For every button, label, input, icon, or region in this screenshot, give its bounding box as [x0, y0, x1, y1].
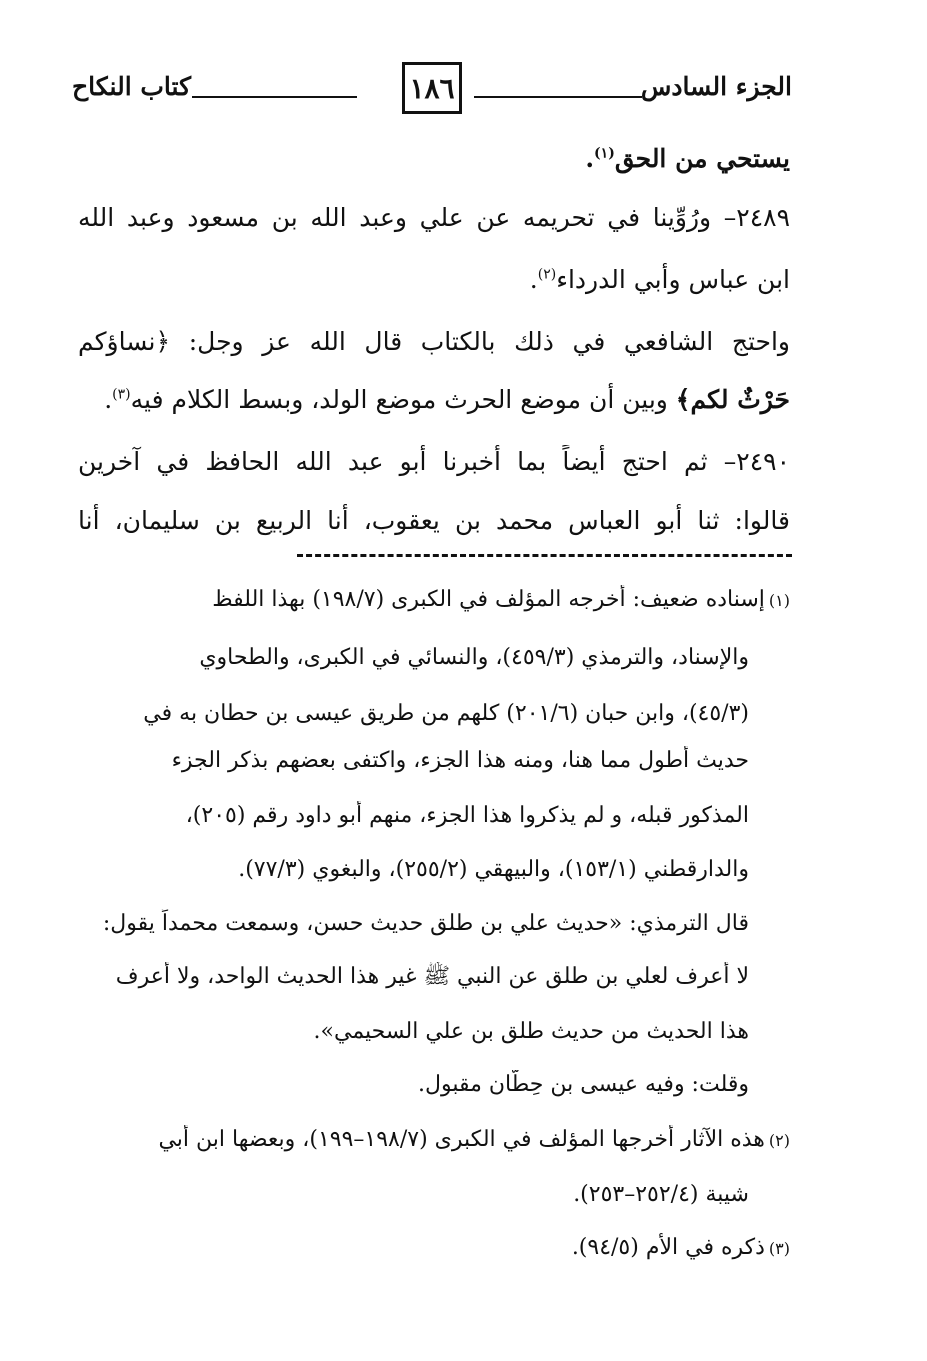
footnote-ref-2: (٢) — [537, 266, 557, 283]
header-rule-left — [192, 96, 357, 98]
page-header — [72, 58, 792, 122]
text-line-3 — [78, 263, 790, 297]
page-number: ١٨٦ — [402, 62, 462, 114]
footnote-2-number: (٢) — [768, 1131, 790, 1150]
footnote-3-number: (٣) — [768, 1239, 790, 1258]
footnote-ref-1: (١) — [594, 145, 615, 162]
text-line-6: ٢٤٩٠– ثم احتج أيضاً بما أخبرنا أبو عبد الله الحافظ في آخرين — [78, 447, 790, 476]
header-rule-right — [474, 96, 642, 98]
text-line-1-content: يستحي من الحق — [614, 144, 790, 173]
footnote-3-line-1 — [78, 1233, 790, 1264]
footnote-3-line-1-text: ذكره في الأم (٩٤/٥). — [571, 1235, 765, 1260]
footnote-1-line-2: والإسناد، والترمذي (٤٥٩/٣)، والنسائي في الكبرى، والطحاوي — [199, 645, 749, 670]
footnote-1-line-5: المذكور قبله، و لم يذكروا هذا الجزء، منهم أبو داود رقم (٢٠٥)، — [185, 803, 749, 828]
footnote-separator — [297, 554, 792, 557]
footnote-1-line-8: لا أعرف لعلي بن طلق عن النبي ﷺ غير هذا الحديث الواحد، ولا أعرف — [115, 964, 749, 989]
footnote-1-line-9: هذا الحديث من حديث طلق بن علي السحيمي». — [313, 1019, 749, 1044]
part-title: الجزء السادس — [640, 72, 792, 101]
footnote-1-line-10: وقلت: وفيه عيسى بن حِطّان مقبول. — [418, 1072, 749, 1097]
footnote-1-line-1-text: إسناده ضعيف: أخرجه المؤلف في الكبرى (١٩٨/٧) بهذا اللفظ — [212, 587, 765, 612]
text-line-7: قالوا: ثنا أبو العباس محمد بن يعقوب، أنا الربيع بن سليمان، أنا — [78, 506, 790, 535]
text-line-2: ٢٤٨٩– ورُوِّينا في تحريمه عن علي وعبد الله بن مسعود وعبد الله — [78, 203, 790, 232]
text-line-5-end: . — [104, 385, 113, 414]
text-line-4: واحتج الشافعي في ذلك بالكتاب قال الله عز وجل: ﴿نساؤكم — [78, 327, 790, 356]
text-line-3-content: ابن عباس وأبي الدرداء — [556, 265, 790, 294]
footnote-ref-3: (٣) — [112, 386, 131, 403]
footnote-1-number: (١) — [768, 591, 790, 610]
footnote-2-line-2: شيبة (٢٥٢/٤–٢٥٣). — [573, 1182, 749, 1207]
footnote-1-line-4: حديث أطول مما هنا، ومنه هذا الجزء، واكتفى بعضهم بذكر الجزء — [171, 748, 749, 773]
footnote-2-line-1 — [78, 1125, 790, 1156]
text-line-3-end: . — [529, 265, 538, 294]
text-line-5-content: وبين أن موضع الحرث موضع الولد، وبسط الكلام فيه — [130, 385, 676, 414]
book-title: كتاب النكاح — [72, 72, 191, 101]
footnote-1-line-3: (٤٥/٣)، وابن حبان (٢٠١/٦) كلهم من طريق عيسى بن حطان به في — [143, 701, 749, 726]
footnote-1-line-7: قال الترمذي: «حديث علي بن طلق حديث حسن، وسمعت محمداً يقول: — [102, 911, 749, 936]
text-line-5 — [78, 383, 790, 417]
footnote-1-line-1 — [78, 585, 790, 616]
text-line-1-end: . — [585, 144, 595, 173]
quran-quote: حَرْثٌ لكم﴾ — [675, 385, 790, 414]
footnote-2-line-1-text: هذه الآثار أخرجها المؤلف في الكبرى (١٩٨/٧–١٩٩)، وبعضها ابن أبي — [158, 1127, 765, 1152]
text-line-1 — [78, 142, 790, 176]
footnote-1-line-6: والدارقطني (١٥٣/١)، والبيهقي (٢٥٥/٢)، والبغوي (٧٧/٣). — [238, 857, 749, 882]
